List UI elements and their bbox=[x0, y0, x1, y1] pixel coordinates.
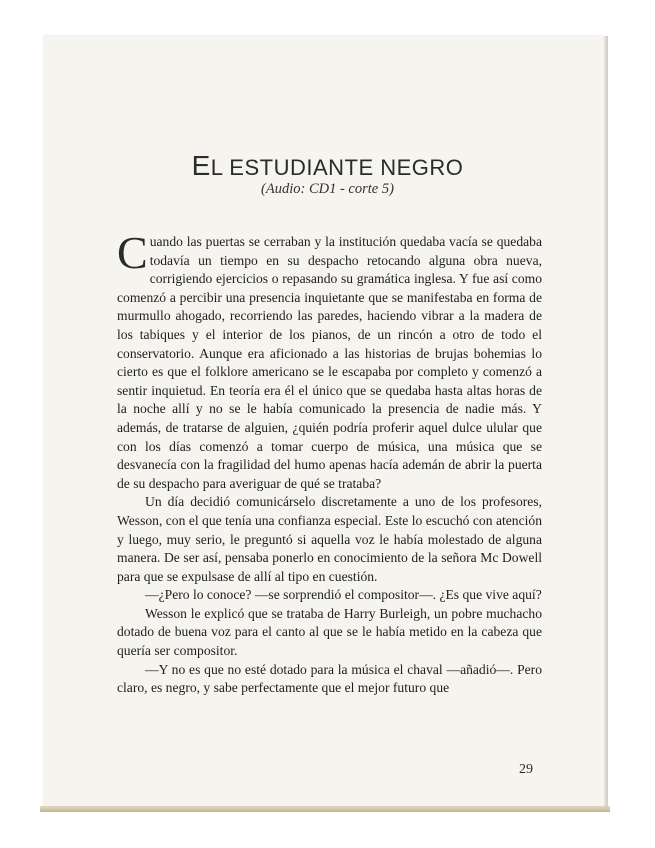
paragraph-2: Un día decidió comunicárselo discretamente a uno de los profesores, Wesson, con el que tenía una confianza especial. Este lo escuchó con atención y luego, muy serio, le preguntó si aquella voz le había molestado de alguna manera. De ser así, pensaba ponerlo en conocimiento de la señora Mc Dowell para que se expulsase de allí al tipo en cuestión. bbox=[117, 494, 542, 584]
chapter-title-initial: E bbox=[191, 150, 211, 181]
page-edge-bottom bbox=[40, 806, 610, 812]
paragraph-1-text: uando las puertas se cerraban y la institución quedaba vacía se quedaba todavía un tiempo en su despacho retocando alguna obra nueva, corrigiendo ejercicios o repasando su gramática inglesa. Y fue así como comenzó a percibir una presencia inquietante que se manifestaba en forma de murmullo ahogado, recorriendo las paredes, haciendo vibrar a la madera de los tabiques y el interior de los pianos, de un rincón a otro de todo el conservatorio. Aunque era aficionado a las historias de brujas bohemias lo cierto es que el folklore americano se le escapaba por completo y comenzó a sentir inquietud. En teoría era él el único que se quedaba hasta altas horas de la noche allí y no se le había comunicado la presencia de nadie más. Y además, de tratarse de alguien, ¿quién podría proferir aquel dulce ulular que con los días comenzó a tomar cuerpo de música, una música que se desvanecía con la fragilidad del humo apenas hacía ademán de abrir la puerta de su despacho para averiguar de qué se trataba? bbox=[117, 234, 542, 491]
chapter-subtitle: (Audio: CD1 - corte 5) bbox=[261, 181, 394, 197]
chapter-title-rest: L ESTUDIANTE NEGRO bbox=[210, 155, 464, 180]
page-number: 29 bbox=[519, 762, 533, 777]
paragraph-5: —Y no es que no esté dotado para la música el chaval —añadió—. Pero claro, es negro, y sabe perfectamente que el mejor futuro que bbox=[117, 661, 542, 696]
paragraph-1 bbox=[117, 227, 542, 493]
chapter-title bbox=[0, 150, 655, 182]
paragraph-3: —¿Pero lo conoce? —se sorprendió el compositor—. ¿Es que vive aquí? bbox=[145, 587, 542, 603]
drop-cap: C bbox=[117, 227, 148, 278]
paragraph-4: Wesson le explicó que se trataba de Harry Burleigh, un pobre muchacho dotado de buena voz para el canto al que se le había metido en la cabeza que quería ser compositor. bbox=[117, 605, 542, 659]
chapter-body bbox=[117, 227, 542, 698]
